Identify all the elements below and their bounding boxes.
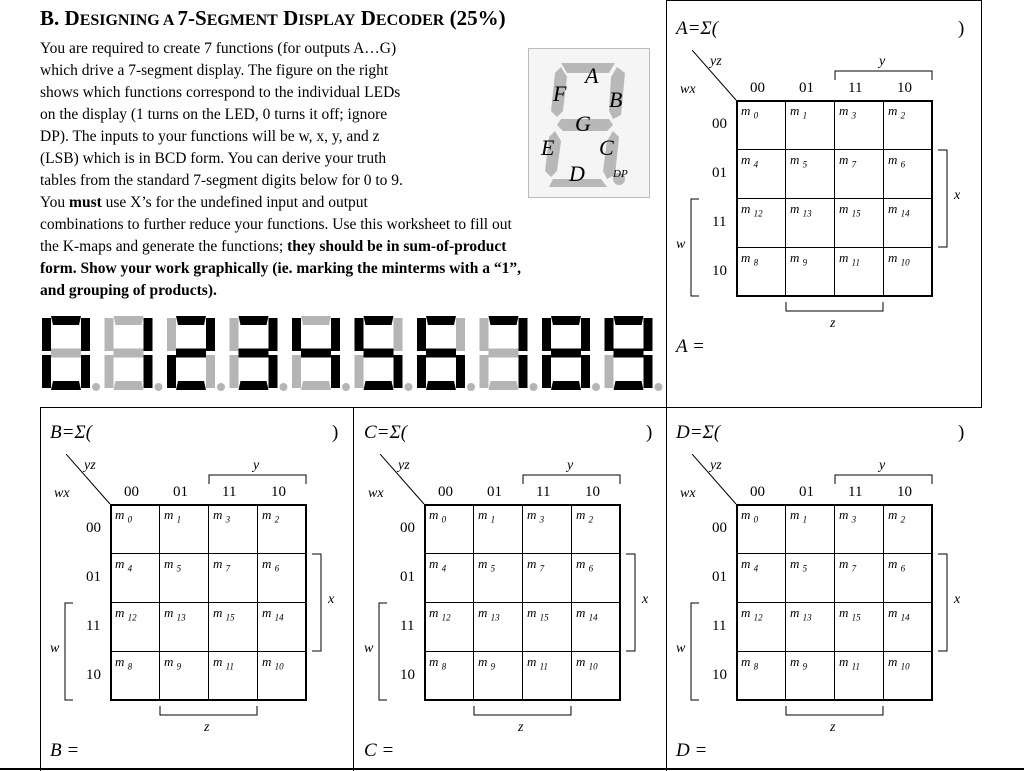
wx-label: wx bbox=[680, 82, 696, 97]
segment-g bbox=[489, 349, 519, 358]
row-code: 01 bbox=[712, 165, 727, 181]
segment-b bbox=[269, 318, 278, 351]
segment-d bbox=[426, 381, 456, 390]
segment-g bbox=[614, 349, 644, 358]
minterm-label: m $_4$ bbox=[115, 556, 133, 574]
digit-8 bbox=[542, 316, 600, 391]
col-code: 11 bbox=[848, 484, 863, 500]
minterm-label: m $_0$ bbox=[429, 507, 447, 525]
segment-e bbox=[230, 355, 239, 388]
result-a[interactable]: A = bbox=[676, 336, 705, 357]
w-label: w bbox=[676, 641, 686, 656]
minterm-label: m $_{14}$ bbox=[262, 605, 284, 623]
minterm-label: m $_{15}$ bbox=[527, 605, 549, 623]
segment-label-dp: DP bbox=[613, 168, 628, 180]
decimal-point bbox=[592, 383, 600, 391]
segment-g bbox=[551, 349, 581, 358]
minterm-label: m $_8$ bbox=[429, 654, 447, 672]
segment-f bbox=[605, 318, 614, 351]
segment-g bbox=[114, 349, 144, 358]
kmap-c bbox=[364, 408, 664, 768]
minterm-label: m $_{10}$ bbox=[576, 654, 598, 672]
minterm-label: m $_{14}$ bbox=[888, 605, 910, 623]
segment-e bbox=[542, 355, 551, 388]
row-code: 10 bbox=[712, 263, 727, 279]
w-label: w bbox=[676, 237, 686, 252]
row-code: 01 bbox=[86, 569, 101, 585]
z-label: z bbox=[830, 720, 836, 735]
row-code: 10 bbox=[400, 667, 415, 683]
row-code: 01 bbox=[400, 569, 415, 585]
minterm-label: m $_0$ bbox=[741, 103, 759, 121]
col-code: 00 bbox=[124, 484, 139, 500]
intro-line: combinations to further reduce your functions. Use this worksheet to fill out bbox=[40, 216, 512, 233]
minterm-label: m $_{11}$ bbox=[213, 654, 234, 672]
minterm-label: m $_{11}$ bbox=[839, 250, 860, 268]
x-label: x bbox=[954, 188, 961, 203]
segment-e bbox=[417, 355, 426, 388]
col-code: 00 bbox=[750, 80, 765, 96]
minterm-label: m $_1$ bbox=[790, 507, 808, 525]
segment-e bbox=[605, 355, 614, 388]
decimal-point bbox=[280, 383, 288, 391]
minterm-label: m $_3$ bbox=[839, 507, 857, 525]
minterm-label: m $_1$ bbox=[478, 507, 496, 525]
segment-e bbox=[42, 355, 51, 388]
minterm-label: m $_{13}$ bbox=[790, 605, 812, 623]
result-c[interactable]: C = bbox=[364, 740, 395, 761]
minterm-label: m $_1$ bbox=[790, 103, 808, 121]
minterm-label: m $_2$ bbox=[888, 103, 906, 121]
kmap-title: C=Σ( bbox=[364, 422, 408, 443]
row-code: 11 bbox=[400, 618, 415, 634]
minterm-label: m $_7$ bbox=[839, 152, 857, 170]
decimal-point bbox=[92, 383, 100, 391]
segment-b bbox=[394, 318, 403, 351]
decimal-point bbox=[655, 383, 663, 391]
minterm-label: m $_{12}$ bbox=[741, 201, 763, 219]
col-code: 01 bbox=[799, 80, 814, 96]
segment-e bbox=[292, 355, 301, 388]
minterm-label: m $_2$ bbox=[262, 507, 280, 525]
minterm-label: m $_2$ bbox=[888, 507, 906, 525]
minterm-label: m $_9$ bbox=[790, 250, 808, 268]
wx-label: wx bbox=[368, 486, 384, 501]
y-label: y bbox=[879, 458, 886, 473]
col-code: 11 bbox=[536, 484, 551, 500]
minterm-label: m $_5$ bbox=[790, 152, 808, 170]
y-label: y bbox=[879, 54, 886, 69]
segment-c bbox=[331, 355, 340, 388]
segment-g bbox=[426, 349, 456, 358]
row-code: 01 bbox=[712, 569, 727, 585]
seven-segment-digits bbox=[40, 312, 664, 396]
y-label: y bbox=[567, 458, 574, 473]
segment-a bbox=[176, 316, 206, 325]
divider bbox=[666, 0, 667, 771]
segment-b bbox=[644, 318, 653, 351]
col-code: 01 bbox=[487, 484, 502, 500]
digit-3 bbox=[230, 316, 288, 391]
segment-e bbox=[480, 355, 489, 388]
digit-0 bbox=[42, 316, 100, 391]
segment-d bbox=[114, 381, 144, 390]
minterm-label: m $_{14}$ bbox=[576, 605, 598, 623]
digit-7 bbox=[480, 316, 538, 391]
segment-g bbox=[176, 349, 206, 358]
divider bbox=[353, 407, 354, 771]
segment-f bbox=[417, 318, 426, 351]
segment-f bbox=[105, 318, 114, 351]
kmap-title-close: ) bbox=[958, 422, 965, 443]
minterm-label: m $_6$ bbox=[576, 556, 594, 574]
wx-label: wx bbox=[54, 486, 70, 501]
minterm-label: m $_2$ bbox=[576, 507, 594, 525]
kmap-b bbox=[50, 408, 350, 768]
minterm-label: m $_7$ bbox=[527, 556, 545, 574]
segment-d bbox=[176, 381, 206, 390]
kmap-title-close: ) bbox=[332, 422, 339, 443]
segment-g bbox=[239, 349, 269, 358]
kmap-grid bbox=[736, 504, 933, 701]
segment-c bbox=[456, 355, 465, 388]
intro-line: (LSB) which is in BCD form. You can derive your truth bbox=[40, 150, 387, 167]
minterm-label: m $_4$ bbox=[741, 152, 759, 170]
segment-c bbox=[581, 355, 590, 388]
instructions bbox=[40, 38, 536, 302]
segment-c bbox=[144, 355, 153, 388]
decimal-point bbox=[155, 383, 163, 391]
minterm-label: m $_{10}$ bbox=[262, 654, 284, 672]
segment-a bbox=[614, 316, 644, 325]
intro-line: DP). The inputs to your functions will be w, x, y, and z bbox=[40, 128, 380, 145]
segment-b bbox=[144, 318, 153, 351]
minterm-label: m $_{12}$ bbox=[429, 605, 451, 623]
intro-line: form. Show your work graphically (ie. marking the minterms with a “1”, bbox=[40, 260, 522, 277]
y-label: y bbox=[253, 458, 260, 473]
segment-b bbox=[206, 318, 215, 351]
yz-label: yz bbox=[84, 458, 96, 473]
segment-c bbox=[644, 355, 653, 388]
segment-g bbox=[364, 349, 394, 358]
segment-f bbox=[292, 318, 301, 351]
minterm-label: m $_5$ bbox=[478, 556, 496, 574]
wx-label: wx bbox=[680, 486, 696, 501]
x-label: x bbox=[328, 592, 335, 607]
kmap-grid bbox=[424, 504, 621, 701]
segment-e bbox=[105, 355, 114, 388]
intro-line: which drive a 7-segment display. The figure on the right bbox=[40, 62, 389, 79]
kmap-grid bbox=[110, 504, 307, 701]
col-code: 01 bbox=[799, 484, 814, 500]
minterm-label: m $_3$ bbox=[839, 103, 857, 121]
kmap-grid bbox=[736, 100, 933, 297]
intro-line: shows which functions correspond to the individual LEDs bbox=[40, 84, 401, 101]
segment-label-b: B bbox=[609, 87, 623, 112]
segment-a bbox=[426, 316, 456, 325]
result-b[interactable]: B = bbox=[50, 740, 80, 761]
col-code: 10 bbox=[897, 484, 912, 500]
row-code: 11 bbox=[712, 214, 727, 230]
segment-d bbox=[614, 381, 644, 390]
digit-5 bbox=[355, 316, 413, 391]
col-code: 00 bbox=[750, 484, 765, 500]
segment-e bbox=[167, 355, 176, 388]
segment-f bbox=[542, 318, 551, 351]
col-code: 10 bbox=[271, 484, 286, 500]
col-code: 10 bbox=[897, 80, 912, 96]
minterm-label: m $_8$ bbox=[741, 654, 759, 672]
minterm-label: m $_{15}$ bbox=[213, 605, 235, 623]
segment-label-d: D bbox=[569, 161, 585, 186]
col-code: 11 bbox=[222, 484, 237, 500]
minterm-label: m $_{12}$ bbox=[741, 605, 763, 623]
segment-b bbox=[456, 318, 465, 351]
minterm-label: m $_0$ bbox=[741, 507, 759, 525]
digit-4 bbox=[292, 316, 350, 391]
segment-d bbox=[239, 381, 269, 390]
intro-line: and grouping of products). bbox=[40, 282, 217, 299]
w-label: w bbox=[364, 641, 374, 656]
segment-label-g: G bbox=[575, 111, 591, 136]
row-code: 10 bbox=[86, 667, 101, 683]
yz-label: yz bbox=[710, 54, 722, 69]
z-label: z bbox=[518, 720, 524, 735]
minterm-label: m $_6$ bbox=[888, 152, 906, 170]
kmap-d bbox=[676, 408, 976, 768]
minterm-label: m $_6$ bbox=[262, 556, 280, 574]
minterm-label: m $_{13}$ bbox=[790, 201, 812, 219]
segment-b bbox=[519, 318, 528, 351]
minterm-label: m $_4$ bbox=[741, 556, 759, 574]
intro-line: tables from the standard 7-segment digits below for 0 to 9. bbox=[40, 172, 403, 189]
minterm-label: m $_{15}$ bbox=[839, 201, 861, 219]
minterm-label: m $_{11}$ bbox=[527, 654, 548, 672]
segment-b bbox=[81, 318, 90, 351]
segment-d bbox=[51, 381, 81, 390]
minterm-label: m $_9$ bbox=[790, 654, 808, 672]
row-code: 00 bbox=[712, 520, 727, 536]
segment-a bbox=[114, 316, 144, 325]
row-code: 10 bbox=[712, 667, 727, 683]
segment-a bbox=[51, 316, 81, 325]
minterm-label: m $_5$ bbox=[164, 556, 182, 574]
segment-e bbox=[355, 355, 364, 388]
segment-f bbox=[42, 318, 51, 351]
segment-d bbox=[364, 381, 394, 390]
result-d[interactable]: D = bbox=[676, 740, 708, 761]
digit-9 bbox=[605, 316, 663, 391]
row-code: 11 bbox=[712, 618, 727, 634]
divider bbox=[40, 407, 41, 771]
intro-line: You must use X’s for the undefined input and output bbox=[40, 194, 368, 211]
minterm-label: m $_9$ bbox=[164, 654, 182, 672]
segment-label-f: F bbox=[553, 81, 567, 106]
col-code: 01 bbox=[173, 484, 188, 500]
divider bbox=[0, 768, 1024, 770]
segment-c bbox=[519, 355, 528, 388]
segment-f bbox=[355, 318, 364, 351]
digit-2 bbox=[167, 316, 225, 391]
segment-f bbox=[480, 318, 489, 351]
segment-d bbox=[551, 381, 581, 390]
row-code: 00 bbox=[400, 520, 415, 536]
intro-line: on the display (1 turns on the LED, 0 turns it off; ignore bbox=[40, 106, 388, 123]
segment-label-e: E bbox=[541, 135, 555, 160]
segment-c bbox=[269, 355, 278, 388]
minterm-label: m $_4$ bbox=[429, 556, 447, 574]
digit-1 bbox=[105, 316, 163, 391]
minterm-label: m $_3$ bbox=[213, 507, 231, 525]
minterm-label: m $_3$ bbox=[527, 507, 545, 525]
segment-a bbox=[551, 316, 581, 325]
row-code: 11 bbox=[86, 618, 101, 634]
segment-a bbox=[489, 316, 519, 325]
minterm-label: m $_8$ bbox=[741, 250, 759, 268]
intro-line: the K-maps and generate the functions; they should be in sum-of-product bbox=[40, 238, 507, 255]
w-label: w bbox=[50, 641, 60, 656]
minterm-label: m $_{14}$ bbox=[888, 201, 910, 219]
segment-a bbox=[364, 316, 394, 325]
minterm-label: m $_{10}$ bbox=[888, 654, 910, 672]
decimal-point bbox=[530, 383, 538, 391]
decimal-point bbox=[217, 383, 225, 391]
segment-label-c: C bbox=[599, 135, 614, 160]
decimal-point bbox=[342, 383, 350, 391]
segment-c bbox=[206, 355, 215, 388]
z-label: z bbox=[830, 316, 836, 331]
row-code: 00 bbox=[712, 116, 727, 132]
x-label: x bbox=[954, 592, 961, 607]
minterm-label: m $_{13}$ bbox=[478, 605, 500, 623]
minterm-label: m $_0$ bbox=[115, 507, 133, 525]
minterm-label: m $_{11}$ bbox=[839, 654, 860, 672]
divider bbox=[981, 0, 982, 408]
segment-d bbox=[301, 381, 331, 390]
minterm-label: m $_1$ bbox=[164, 507, 182, 525]
z-label: z bbox=[204, 720, 210, 735]
segment-a bbox=[301, 316, 331, 325]
minterm-label: m $_{13}$ bbox=[164, 605, 186, 623]
segment-f bbox=[167, 318, 176, 351]
minterm-label: m $_7$ bbox=[213, 556, 231, 574]
col-code: 11 bbox=[848, 80, 863, 96]
row-code: 00 bbox=[86, 520, 101, 536]
intro-line: You are required to create 7 functions (for outputs A…G) bbox=[40, 40, 397, 57]
segment-c bbox=[394, 355, 403, 388]
minterm-label: m $_9$ bbox=[478, 654, 496, 672]
segment-label-a: A bbox=[585, 63, 599, 88]
segment-g bbox=[301, 349, 331, 358]
minterm-label: m $_{15}$ bbox=[839, 605, 861, 623]
minterm-label: m $_8$ bbox=[115, 654, 133, 672]
yz-label: yz bbox=[710, 458, 722, 473]
yz-label: yz bbox=[398, 458, 410, 473]
minterm-label: m $_7$ bbox=[839, 556, 857, 574]
decimal-point bbox=[405, 383, 413, 391]
decimal-point bbox=[467, 383, 475, 391]
segment-a bbox=[239, 316, 269, 325]
minterm-label: m $_5$ bbox=[790, 556, 808, 574]
minterm-label: m $_{10}$ bbox=[888, 250, 910, 268]
minterm-label: m $_6$ bbox=[888, 556, 906, 574]
segment-g bbox=[51, 349, 81, 358]
col-code: 00 bbox=[438, 484, 453, 500]
kmap-a bbox=[676, 4, 976, 364]
segment-c bbox=[81, 355, 90, 388]
segment-b bbox=[331, 318, 340, 351]
kmap-title: B=Σ( bbox=[50, 422, 93, 443]
digit-6 bbox=[417, 316, 475, 391]
minterm-label: m $_{12}$ bbox=[115, 605, 137, 623]
segment-d bbox=[489, 381, 519, 390]
section-heading: B. DESIGNING A 7-SEGMENT DISPLAY DECODER (25%) bbox=[40, 6, 506, 30]
kmap-title-close: ) bbox=[646, 422, 653, 443]
segment-diagram bbox=[528, 48, 650, 198]
x-label: x bbox=[642, 592, 649, 607]
col-code: 10 bbox=[585, 484, 600, 500]
kmap-title-close: ) bbox=[958, 18, 965, 39]
segment-f bbox=[230, 318, 239, 351]
segment-b bbox=[581, 318, 590, 351]
kmap-title: D=Σ( bbox=[676, 422, 721, 443]
kmap-title: A=Σ( bbox=[676, 18, 719, 39]
divider bbox=[666, 0, 982, 1]
